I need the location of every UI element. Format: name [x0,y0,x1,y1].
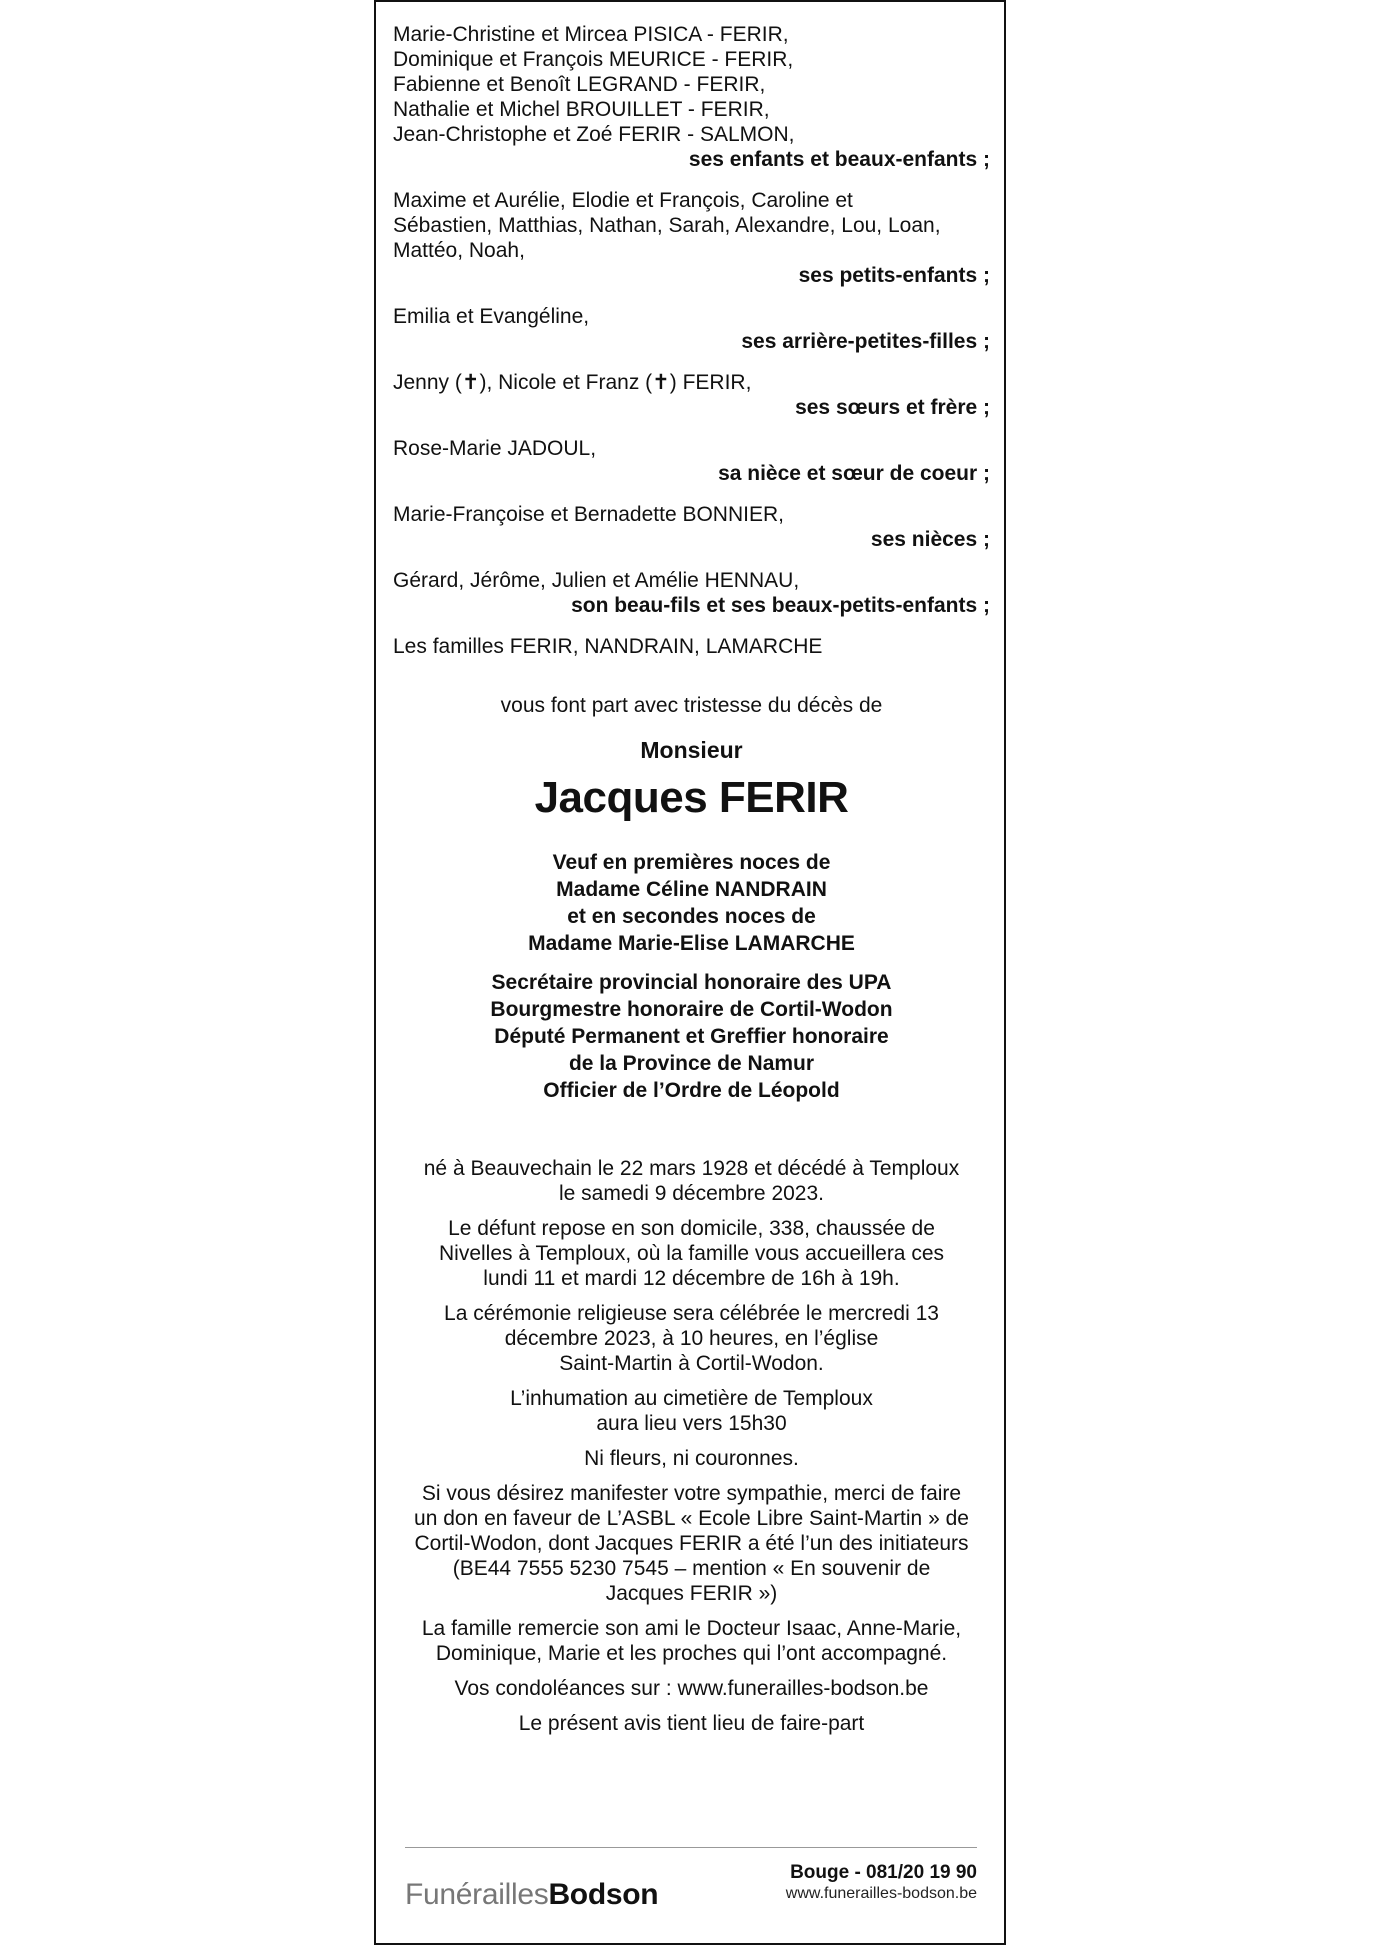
detail-line: L’inhumation au cimetière de Temploux [510,1387,873,1410]
obituary-notice [393,22,990,1746]
family-names-line: Marie-Françoise et Bernadette BONNIER, [393,503,784,526]
family-names-line: Gérard, Jérôme, Julien et Amélie HENNAU, [393,569,800,592]
detail-line: le samedi 9 décembre 2023. [559,1182,824,1205]
detail-line: (BE44 7555 5230 7545 – mention « En souvenir de [452,1557,931,1580]
marriage-line: et en secondes noces de [567,905,816,928]
family-group [393,568,990,618]
detail-paragraph [393,1616,990,1666]
details-block [393,1156,990,1736]
detail-line: Le présent avis tient lieu de faire-part [518,1712,865,1735]
family-names-line: Sébastien, Matthias, Nathan, Sarah, Alexandre, Lou, Loan, [393,214,941,237]
family-relation: ses arrière-petites-filles ; [741,330,990,353]
footer [405,1847,977,1928]
marriage-line: Madame Céline NANDRAIN [556,878,827,901]
detail-paragraph [393,1386,990,1436]
detail-line: Le défunt repose en son domicile, 338, chaussée de [448,1217,935,1240]
family-names-line: Rose-Marie JADOUL, [393,437,597,460]
detail-line: La cérémonie religieuse sera célébrée le mercredi 13 [444,1302,939,1325]
logo-light-text: Funérailles [405,1878,549,1911]
family-names-line: Les familles FERIR, NANDRAIN, LAMARCHE [393,635,823,658]
detail-line: Jacques FERIR ») [605,1582,778,1605]
family-names-line: Emilia et Evangéline, [393,305,590,328]
family-relation: ses petits-enfants ; [798,264,990,287]
contact-website: www.funerailles-bodson.be [785,1885,977,1902]
family-names-line: Nathalie et Michel BROUILLET - FERIR, [393,98,770,121]
contact-phone: Bouge - 081/20 19 90 [790,1862,977,1883]
detail-paragraph [393,1216,990,1291]
title-line: Officier de l’Ordre de Léopold [543,1079,840,1102]
detail-line: Si vous désirez manifester votre sympathie, merci de faire [421,1482,962,1505]
contact-info [786,1862,977,1904]
marriage-line: Veuf en premières noces de [552,851,831,874]
family-group [393,22,990,172]
marriages-block [393,849,990,957]
detail-line: décembre 2023, à 10 heures, en l’église [504,1327,879,1350]
family-names-line: Jean-Christophe et Zoé FERIR - SALMON, [393,123,795,146]
family-group [393,304,990,354]
detail-line: aura lieu vers 15h30 [596,1412,787,1435]
title-line: Bourgmestre honoraire de Cortil-Wodon [490,998,893,1021]
family-group [393,188,990,288]
detail-line: La famille remercie son ami le Docteur Isaac, Anne-Marie, [421,1617,962,1640]
family-group [393,502,990,552]
detail-line: Nivelles à Temploux, où la famille vous accueillera ces [438,1242,944,1265]
family-group [393,370,990,420]
family-names-line: Dominique et François MEURICE - FERIR, [393,48,794,71]
family-names-line: Maxime et Aurélie, Elodie et François, Caroline et [393,189,853,212]
detail-paragraph [393,1301,990,1376]
deceased-name: Jacques FERIR [534,773,849,822]
detail-line: Saint-Martin à Cortil-Wodon. [559,1352,824,1375]
detail-paragraph [393,1676,990,1701]
detail-line: lundi 11 et mardi 12 décembre de 16h à 19h. [483,1267,900,1290]
family-names-line: Jenny (✝), Nicole et Franz (✝) FERIR, [393,371,752,394]
family-relation: ses enfants et beaux-enfants ; [688,148,990,171]
family-relation: ses sœurs et frère ; [795,396,990,419]
title-line: Secrétaire provincial honoraire des UPA [491,971,892,994]
civility: Monsieur [640,737,743,763]
funeral-home-logo [405,1878,658,1912]
detail-paragraph [393,1156,990,1206]
title-line: de la Province de Namur [568,1052,815,1075]
detail-paragraph [393,1481,990,1606]
family-relation: sa nièce et sœur de coeur ; [718,462,990,485]
family-names-line: Mattéo, Noah, [393,239,525,262]
detail-line: Ni fleurs, ni couronnes. [584,1447,799,1470]
family-names-line: Fabienne et Benoît LEGRAND - FERIR, [393,73,766,96]
title-line: Député Permanent et Greffier honoraire [494,1025,889,1048]
family-group [393,634,990,659]
detail-line: né à Beauvechain le 22 mars 1928 et décédé à Temploux [423,1157,960,1180]
detail-paragraph [393,1711,990,1736]
detail-paragraph [393,1446,990,1471]
family-list [393,22,990,659]
marriage-line: Madame Marie-Elise LAMARCHE [528,932,855,955]
detail-line: Cortil-Wodon, dont Jacques FERIR a été l’un des initiateurs [414,1532,969,1555]
detail-line: Dominique, Marie et les proches qui l’ont accompagné. [435,1642,948,1665]
family-relation: son beau-fils et ses beaux-petits-enfants ; [571,594,990,617]
detail-line: Vos condoléances sur : www.funerailles-bodson.be [454,1677,929,1700]
detail-line: un don en faveur de L’ASBL « Ecole Libre Saint-Martin » de [414,1507,969,1530]
family-group [393,436,990,486]
intro-text: vous font part avec tristesse du décès de [500,694,883,717]
titles-block [393,969,990,1104]
family-names-line: Marie-Christine et Mircea PISICA - FERIR, [393,23,789,46]
logo-bold-text: Bodson [548,1878,659,1911]
family-relation: ses nièces ; [870,528,990,551]
